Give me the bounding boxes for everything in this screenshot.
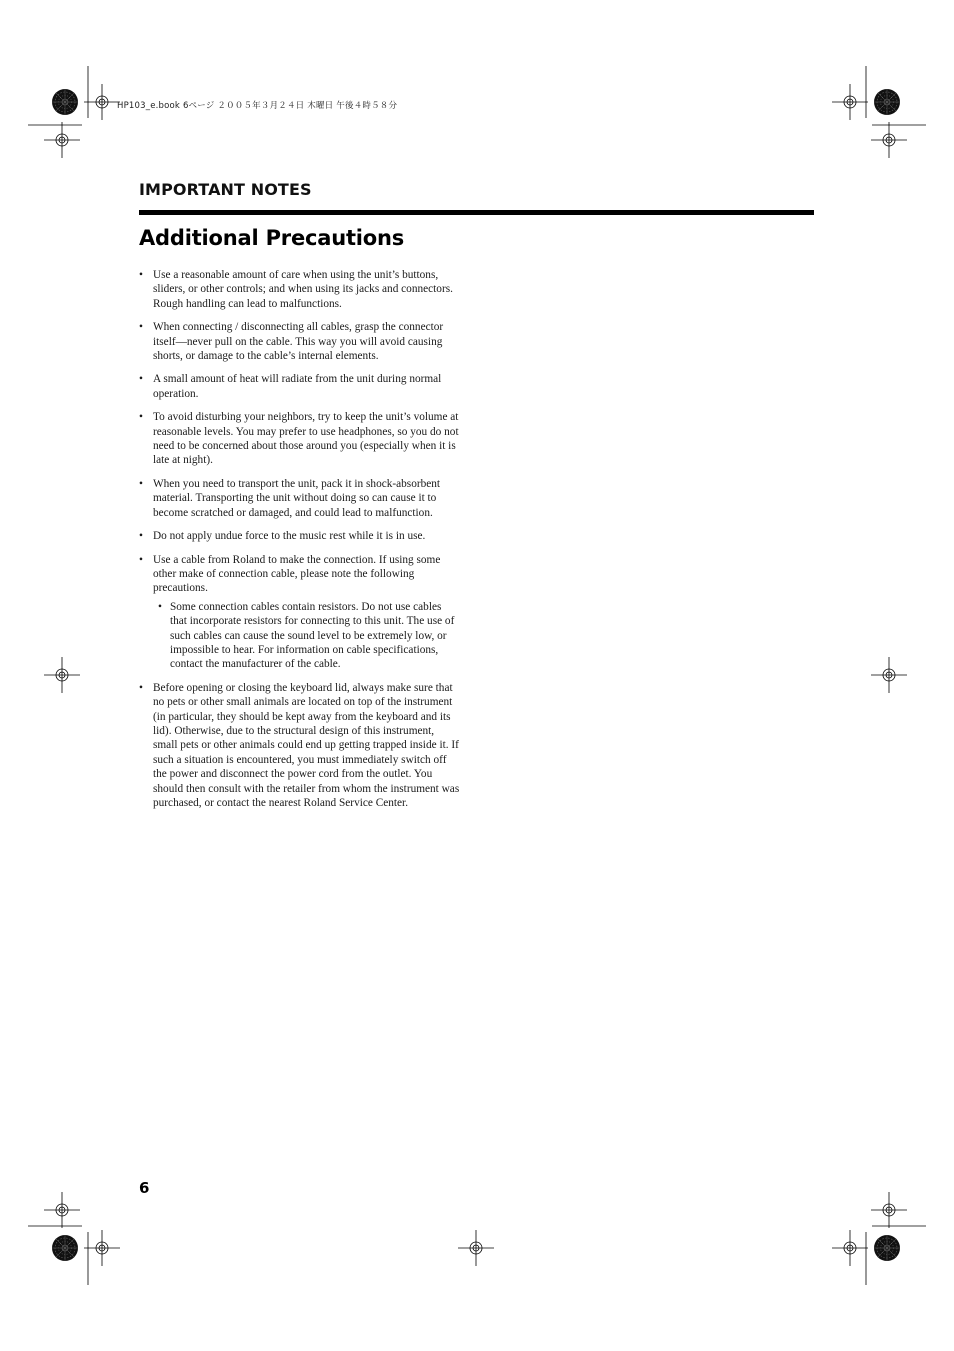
list-item-text: To avoid disturbing your neighbors, try to keep the unit’s volume at reasonable levels. You may prefer to use headphones, so you do not need to be concerned about those around you (especially when it is late at night).: [153, 411, 459, 467]
list-item: [139, 410, 461, 468]
sub-list: [153, 600, 461, 672]
print-header: HP103_e.book 6ページ ２００５年３月２４日 木曜日 午後４時５８分: [117, 101, 398, 111]
registration-mark: [871, 657, 907, 693]
starburst-mark-top-left: [52, 89, 78, 115]
sub-list-item: [153, 600, 461, 672]
list-item: [139, 681, 461, 811]
registration-mark: [458, 1230, 494, 1266]
list-item: [139, 268, 461, 311]
page-title: Additional Precautions: [139, 226, 405, 250]
list-item: [139, 529, 461, 543]
sub-list-item-text: Some connection cables contain resistors. Do not use cables that incorporate resistors for connecting to this unit. The use of such cables can cause the sound level to be extremely low, or impossible to hear. For information on cable specifications, contact the manufacturer of the cable.: [170, 600, 455, 671]
heading-rule: [139, 210, 814, 215]
registration-mark: [44, 657, 80, 693]
list-item-text: When connecting / disconnecting all cables, grasp the connector itself—never pull on the cable. This way you will avoid causing shorts, or damage to the cable’s internal elements.: [153, 321, 444, 363]
list-item-text: Use a reasonable amount of care when using the unit’s buttons, sliders, or other controls; and when using its jacks and connectors. Rough handling can lead to malfunctions.: [153, 269, 453, 310]
registration-mark: [871, 122, 907, 158]
list-item-text: A small amount of heat will radiate from the unit during normal operation.: [153, 373, 442, 400]
precautions-list: [139, 268, 461, 819]
starburst-mark-bottom-left: [52, 1235, 78, 1261]
list-item: [139, 320, 461, 363]
registration-mark: [832, 84, 868, 120]
list-item-text: Before opening or closing the keyboard lid, always make sure that no pets or other small animals are located on top of the instrument (in particular, they should be kept away from the keyboard and its lid). Otherwise, due to the structural design of this instrument, small pets or other animals could end up getting trapped inside it. If such a situation is encountered, you must immediately switch off the power and disconnect the power cord from the outlet. You should then consult with the retailer from whom the instrument was purchased, or contact the nearest Roland Service Center.: [153, 681, 460, 809]
registration-mark: [871, 1192, 907, 1228]
list-item-text: Use a cable from Roland to make the connection. If using some other make of connection cable, please note the following precautions.: [153, 553, 441, 595]
page-number: 6: [139, 1179, 150, 1197]
list-item: [139, 553, 461, 672]
list-item: [139, 477, 461, 520]
list-item: [139, 372, 461, 401]
registration-mark: [44, 122, 80, 158]
starburst-mark-top-right: [874, 89, 900, 115]
registration-mark: [84, 84, 120, 120]
registration-mark: [44, 1192, 80, 1228]
list-item-text: When you need to transport the unit, pack it in shock-absorbent material. Transporting the unit without doing so can cause it to become scratched or damaged, and could lead to malfunction.: [153, 477, 441, 519]
list-item-text: Do not apply undue force to the music rest while it is in use.: [153, 530, 426, 543]
starburst-mark-bottom-right: [874, 1235, 900, 1261]
registration-mark: [832, 1230, 868, 1266]
section-label: IMPORTANT NOTES: [139, 180, 312, 199]
registration-mark: [84, 1230, 120, 1266]
